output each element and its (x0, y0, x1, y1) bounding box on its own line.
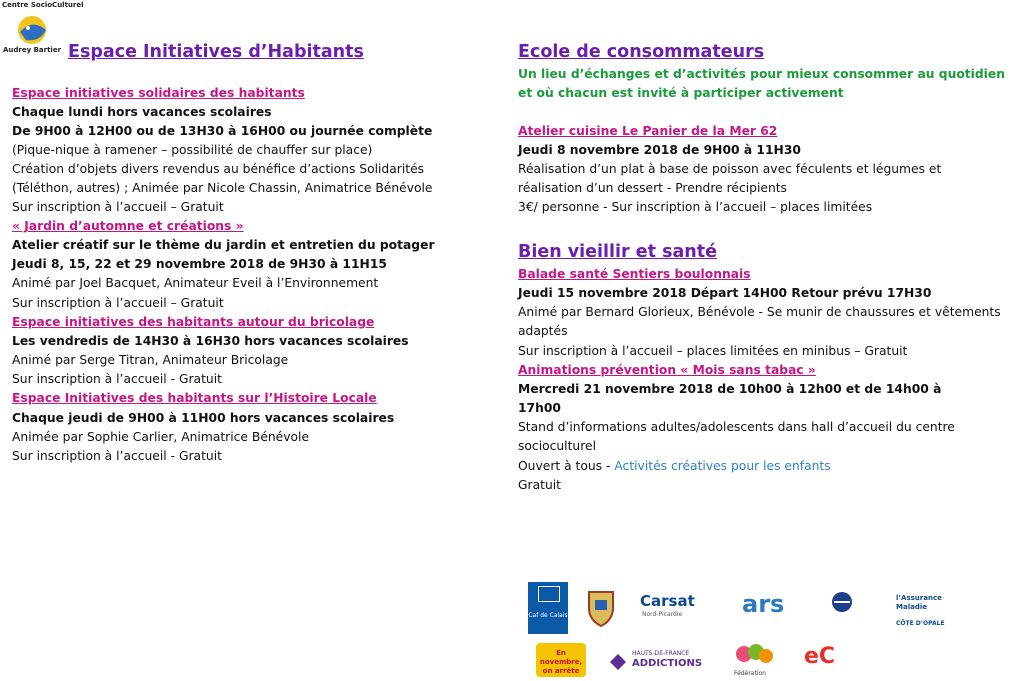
highlight-text: Activités créatives pour les enfants (614, 459, 831, 473)
assurance-maladie-logo (896, 590, 966, 632)
schedule-text: 17h00 (518, 401, 561, 415)
body-text: Animé par Serge Titran, Animateur Bricolage (12, 353, 289, 367)
addictions-logo-top: HAUTS-DE-FRANCE (632, 650, 690, 657)
body-text (518, 457, 831, 476)
body-text: 3€/ personne - Sur inscription à l’accueil – places limitées (518, 200, 873, 214)
body-text: Sur inscription à l’accueil – Gratuit (12, 200, 224, 214)
body-text: Animé par Joel Bacquet, Animateur Eveil à l’Environnement (12, 276, 379, 290)
centre-socioculturel-logo (2, 0, 84, 58)
schedule-text: Chaque lundi hors vacances scolaires (12, 105, 272, 119)
left-heading: Espace Initiatives d’Habitants (68, 42, 364, 62)
logo-text-top: Centre SocioCulturel (2, 1, 84, 9)
schedule-text: Mercredi 21 novembre 2018 de 10h00 à 12h00 et de 14h00 à (518, 382, 942, 396)
edc-logo (802, 642, 844, 676)
logo-text-bottom: Audrey Bartier (2, 46, 62, 54)
body-text: Création d’objets divers revendus au bénéfice d’actions Solidarités (12, 162, 425, 176)
subtitle-text: et où chacun est invité à participer activement (518, 86, 844, 100)
hauts-de-france-logo (826, 588, 858, 628)
body-text: Sur inscription à l’accueil – places limitées en minibus – Gratuit (518, 344, 908, 358)
federation-logo (732, 640, 776, 680)
body-text-prefix: Ouvert à tous - (518, 459, 615, 473)
addictions-logo-text: ADDICTIONS (632, 658, 703, 669)
body-text: socioculturel (518, 439, 596, 453)
body-text: Gratuit (518, 478, 561, 492)
body-text: (Téléthon, autres) ; Animée par Nicole Chassin, Animatrice Bénévole (12, 181, 433, 195)
caf-logo-text: Caf de Calais (528, 612, 568, 619)
body-text: réalisation d’un dessert - Prendre récipients (518, 181, 787, 195)
addictions-logo (608, 648, 703, 676)
schedule-text: Atelier créatif sur le thème du jardin et entretien du potager (12, 238, 435, 252)
schedule-text: Les vendredis de 14H30 à 16H30 hors vacances scolaires (12, 334, 409, 348)
schedule-text: De 9H00 à 12H00 ou de 13H30 à 16H00 ou journée complète (12, 124, 433, 138)
federation-logo-text: Fédération (734, 670, 766, 677)
body-text: Sur inscription à l’accueil - Gratuit (12, 372, 222, 386)
ars-logo-text: ars (742, 590, 785, 618)
section-title-tabac: Animations prévention « Mois sans tabac » (518, 363, 816, 377)
carsat-logo-sub: Nord-Picardie (642, 611, 683, 618)
body-text: Réalisation d’un plat à base de poisson avec féculents et légumes et (518, 162, 942, 176)
section-title-histoire: Espace Initiatives des habitants sur l’Histoire Locale (12, 391, 377, 405)
caf-logo (528, 582, 568, 634)
section-title-solidaires: Espace initiatives solidaires des habitants (12, 86, 305, 100)
calais-city-logo (583, 588, 619, 630)
novembre-logo-text: En novembre, on arrête (539, 649, 583, 675)
assurance-logo-sub: CÔTE D’OPALE (896, 620, 945, 627)
subtitle-text: Un lieu d’échanges et d’activités pour mieux consommer au quotidien (518, 67, 1005, 81)
carsat-logo (640, 592, 718, 622)
body-text: adaptés (518, 324, 568, 338)
assurance-logo-text: l’Assurance Maladie (896, 594, 942, 611)
schedule-text: Jeudi 8 novembre 2018 de 9H00 à 11H30 (518, 143, 801, 157)
schedule-text: Jeudi 15 novembre 2018 Départ 14H00 Retour prévu 17H30 (518, 286, 932, 300)
right-heading-vieillir: Bien vieillir et santé (518, 242, 717, 262)
right-heading-consommateurs: Ecole de consommateurs (518, 42, 765, 62)
section-title-bricolage: Espace initiatives des habitants autour du bricolage (12, 315, 375, 329)
body-text: Sur inscription à l’accueil – Gratuit (12, 296, 224, 310)
body-text: Animée par Sophie Carlier, Animatrice Bénévole (12, 430, 310, 444)
section-title-cuisine: Atelier cuisine Le Panier de la Mer 62 (518, 124, 778, 138)
section-title-balade: Balade santé Sentiers boulonnais (518, 267, 751, 281)
ars-logo (738, 590, 794, 626)
carsat-logo-text: Carsat (640, 592, 695, 610)
body-text: (Pique-nique à ramener – possibilité de chauffer sur place) (12, 143, 373, 157)
mois-sans-tabac-logo (536, 643, 586, 677)
schedule-text: Jeudi 8, 15, 22 et 29 novembre 2018 de 9H30 à 11H15 (12, 257, 387, 271)
body-text: Animé par Bernard Glorieux, Bénévole - Se munir de chaussures et vêtements (518, 305, 1001, 319)
schedule-text: Chaque jeudi de 9H00 à 11H00 hors vacances scolaires (12, 411, 395, 425)
section-title-jardin: « Jardin d’automne et créations » (12, 219, 244, 233)
body-text: Stand d’informations adultes/adolescents dans hall d’accueil du centre (518, 420, 955, 434)
edc-logo-text: eC (804, 644, 836, 669)
body-text: Sur inscription à l’accueil - Gratuit (12, 449, 222, 463)
